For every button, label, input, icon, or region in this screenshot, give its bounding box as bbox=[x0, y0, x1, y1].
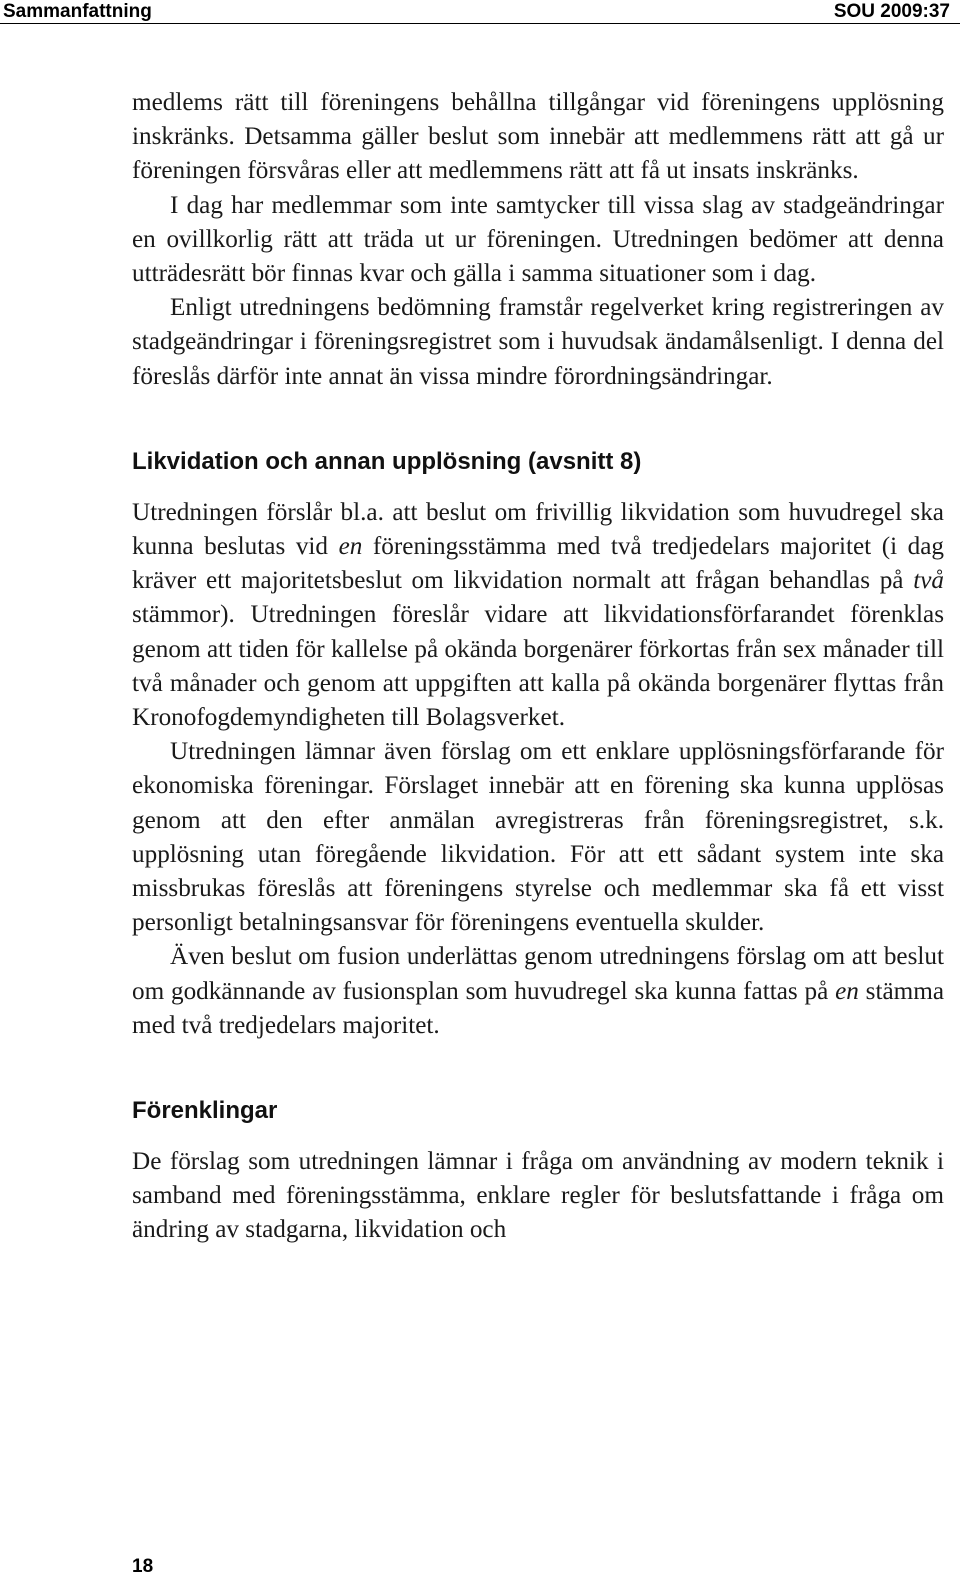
running-header bbox=[0, 0, 960, 24]
text-run: stämmor). Utredningen föreslår vidare att likvidationsförfarandet förenklas genom att tiden för kallelse på okända borgenärer förkortas från sex månader till två månader och genom att uppgiften att kalla på okända borgenärer flyttas från Kronofogdemyndigheten till Bolagsverket. bbox=[132, 601, 944, 732]
text-run: Utredningen förslår bl.a. att beslut om frivillig likvidation som huvudregel ska kunna beslutas vid bbox=[132, 498, 944, 561]
header-section-title: Sammanfattning bbox=[3, 1, 152, 22]
emphasis-tva: två bbox=[913, 567, 944, 595]
section-heading-likvidation: Likvidation och annan upplösning (avsnitt 8) bbox=[132, 447, 642, 475]
text-run: föreningsstämma med två tredjedelars majoritet (i dag kräver ett majoritetsbeslut om likvidation normalt att frågan behandlas på bbox=[132, 533, 944, 595]
paragraph-registrering: Enligt utredningens bedömning framstår regelverket kring registreringen av stadgeändringar i föreningsregistret som i huvudsak ändamålsenligt. I denna del föreslås därför inte annat än vissa mindre förordningsändringar. bbox=[132, 294, 944, 390]
paragraph-upplosning: Utredningen lämnar även förslag om ett enklare upplösningsförfarande för ekonomiska föreningar. Förslaget innebär att en förening ska kunna upplösas genom att den efter anmälan avregistreras från föreningsregistret, s.k. upplösning utan föregående likvidation. För att ett sådant system inte ska missbrukas föreslås att föreningens styrelse och medlemmar ska få ett visst personligt betalningsansvar för föreningens eventuella skulder. bbox=[132, 738, 944, 937]
header-report-id: SOU 2009:37 bbox=[833, 1, 950, 22]
section-heading-forenklingar: Förenklingar bbox=[132, 1097, 278, 1125]
page-number: 18 bbox=[132, 1556, 154, 1577]
text-run: stämma med två tredjedelars majoritet. bbox=[132, 977, 944, 1039]
text-run: Även beslut om fusion underlättas genom utredningens förslag om att beslut om godkännande av fusionsplan som huvudregel ska kunna fattas på bbox=[132, 943, 944, 1005]
paragraph-likvidation bbox=[132, 496, 944, 735]
paragraph-forenklingar: De förslag som utredningen lämnar i fråga om användning av modern teknik i samband med föreningsstämma, enklare regler för beslutsfattande i fråga om ändring av stadgarna, likvidation och bbox=[132, 1148, 944, 1244]
paragraph-continuation: medlems rätt till föreningens behållna tillgångar vid föreningens upplösning inskränks. Detsamma gäller beslut som innebär att medlemmens rätt att gå ur föreningen försvåras eller att medlemmens rätt att få ut insats inskränks. bbox=[132, 89, 944, 185]
page-body bbox=[132, 86, 944, 1248]
paragraph-fusion bbox=[132, 940, 944, 1043]
emphasis-en: en bbox=[835, 977, 859, 1005]
emphasis-en: en bbox=[338, 533, 363, 561]
paragraph-utradesratt: I dag har medlemmar som inte samtycker till vissa slag av stadgeändringar en ovillkorlig rätt att träda ut ur föreningen. Utredningen bedömer att denna utträdesrätt bör finnas kvar och gälla i samma situationer som i dag. bbox=[132, 191, 944, 288]
